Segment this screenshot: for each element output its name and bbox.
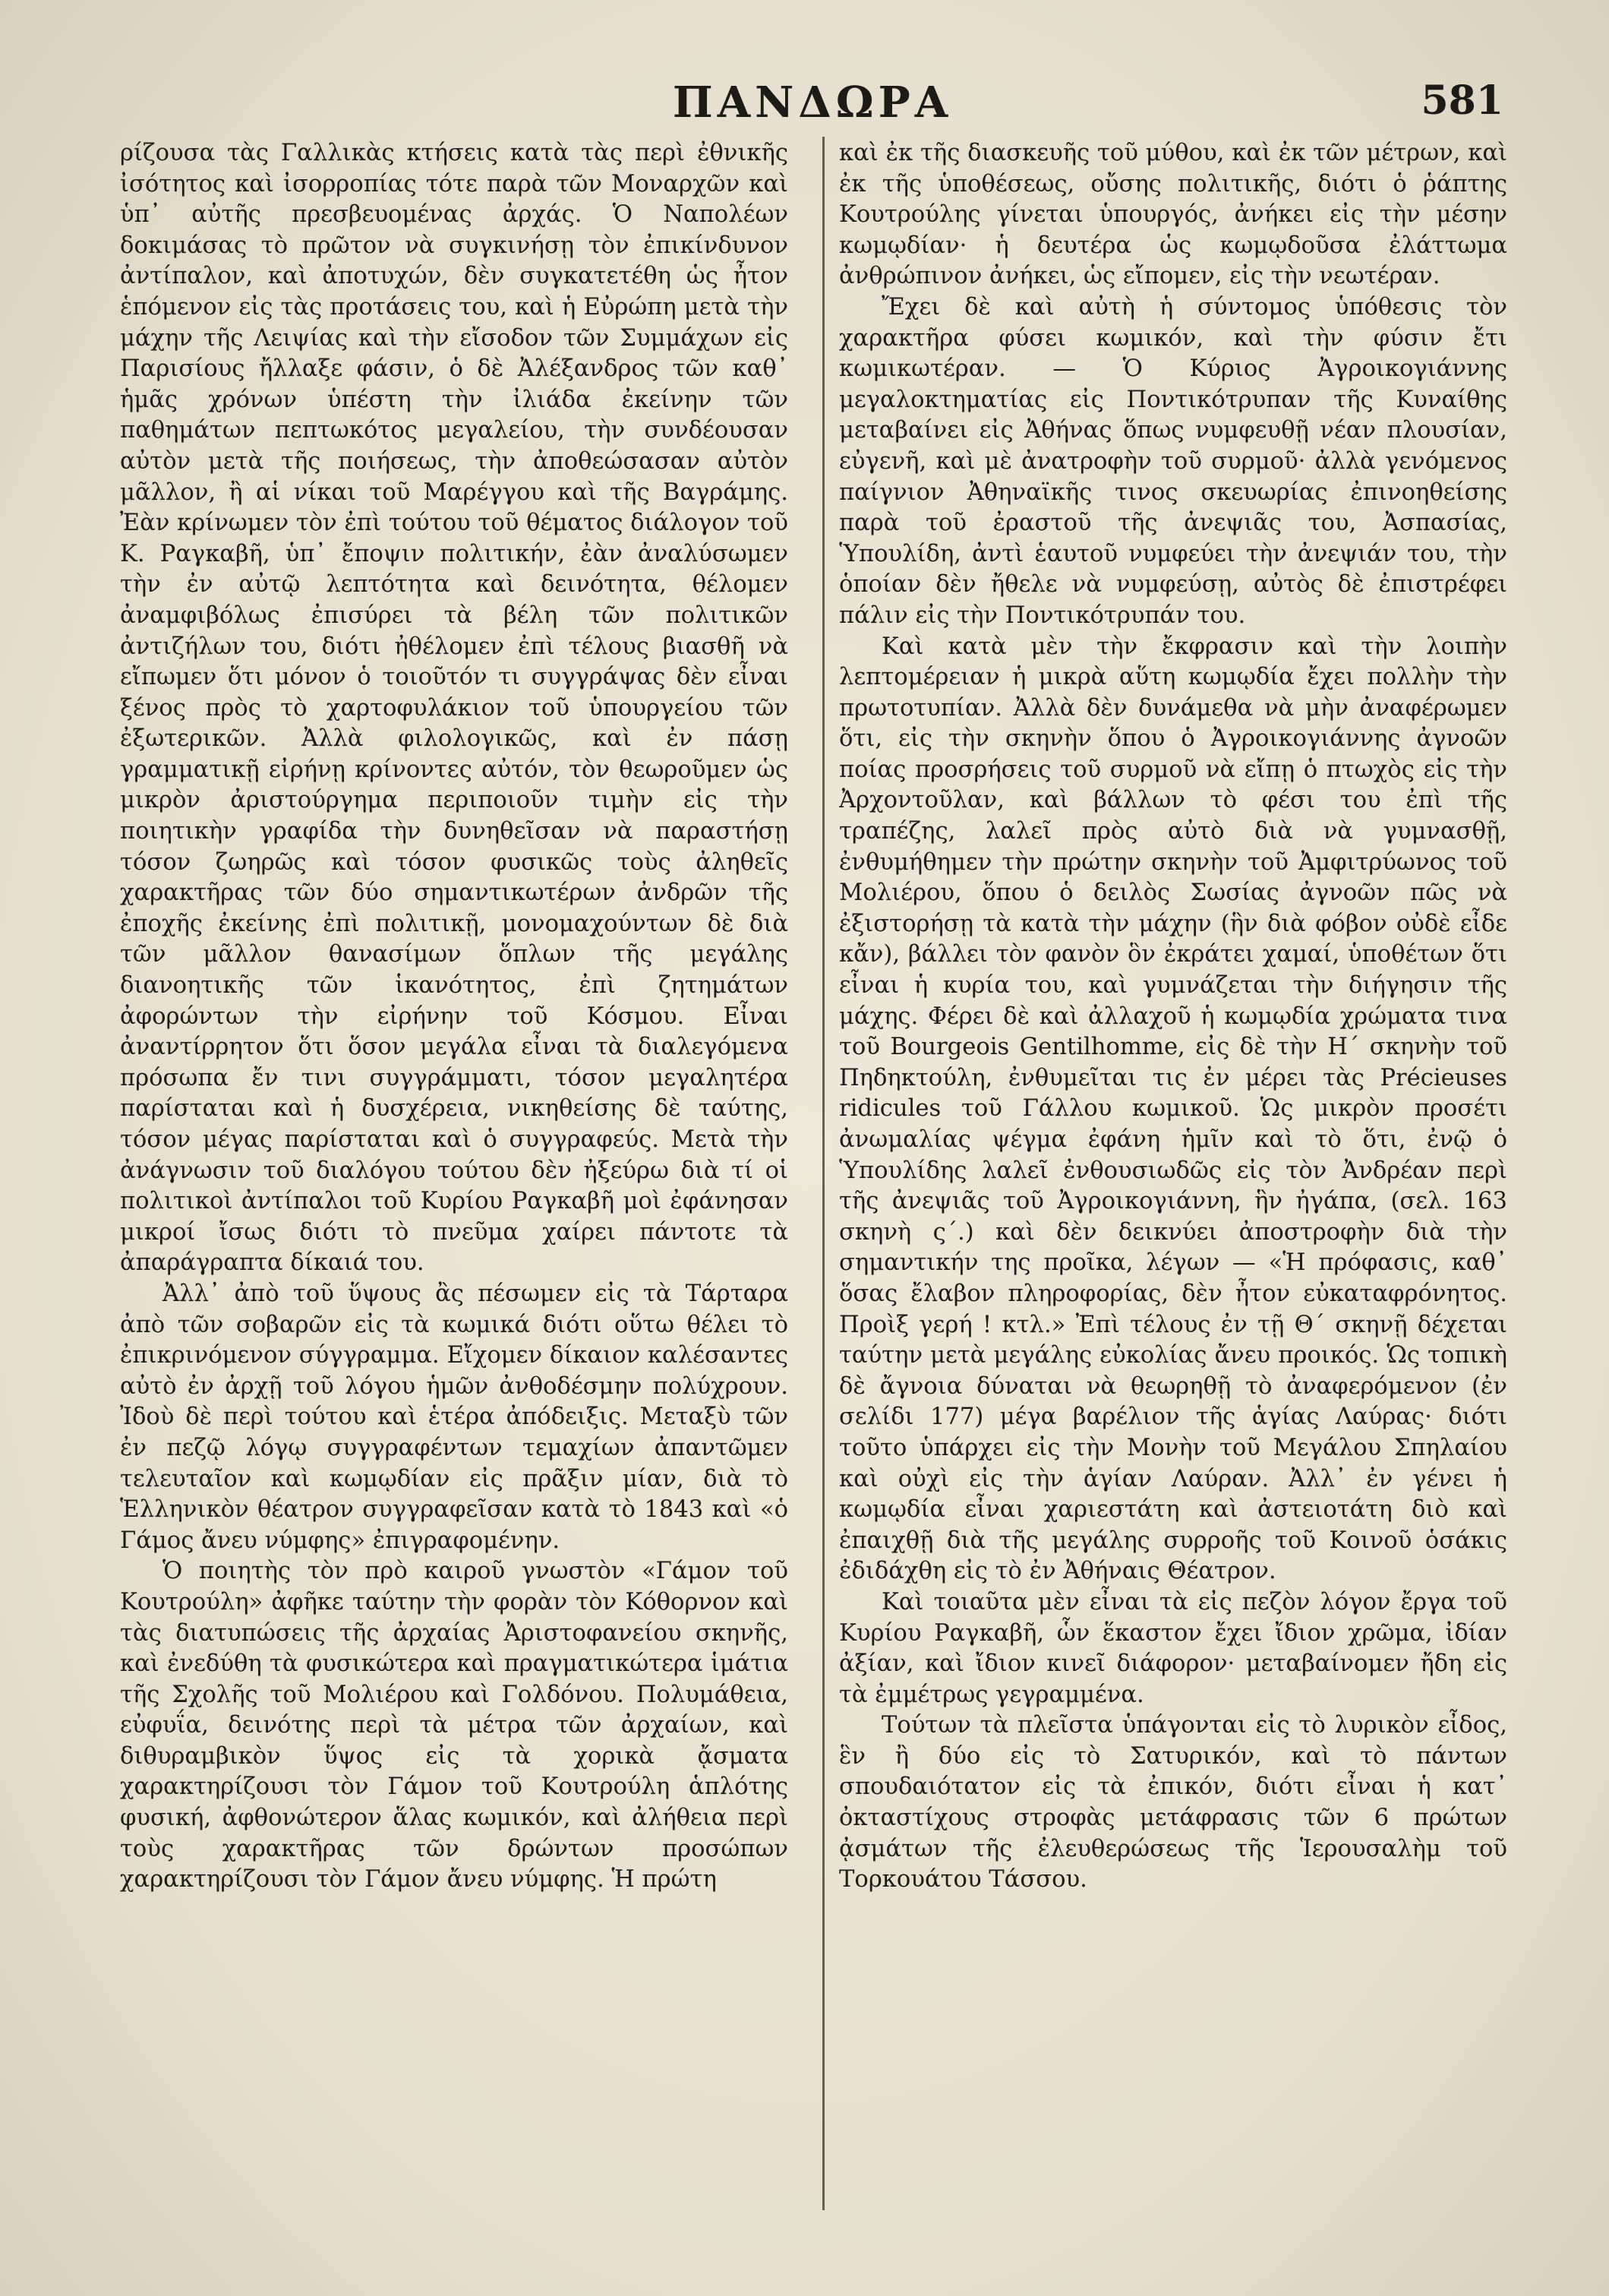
paragraph: Ὁ ποιητὴς τὸν πρὸ καιροῦ γνωστὸν «Γάμον τοῦ Κουτρούλη» ἀφῆκε ταύτην τὴν φορὰν τὸν Κόθορνον καὶ τὰς διατυπώσεις τῆς ἀρχαίας Ἀριστοφανείου σκηνῆς, καὶ ἐνεδύθη τὰ φυσικώτερα καὶ πραγματικώτερα ἱμάτια τῆς Σχολῆς τοῦ Μολιέρου καὶ Γολδόνου. Πολυμάθεια, εὐφυΐα, δεινότης περὶ τὰ μέτρα τῶν ἀρχαίων, καὶ διθυραμβικὸν ὕψος εἰς τὰ χορικὰ ᾄσματα χαρακτηρίζουσι τὸν Γάμον τοῦ Κουτρούλη ἁπλότης φυσική, ἀφθονώτερον ἅλας κωμικόν, καὶ ἀλήθεια περὶ τοὺς χαρακτῆρας τῶν δρώντων προσώπων χαρακτηρίζουσι τὸν Γάμον ἄνευ νύμφης. Ἡ πρώτη xyxy=(120,1558,788,1893)
journal-title: ΠΑΝΔΩΡΑ xyxy=(672,77,953,128)
left-column xyxy=(120,138,788,2219)
paragraph: Καὶ κατὰ μὲν τὴν ἔκφρασιν καὶ τὴν λοιπὴν λεπτομέρειαν ἡ μικρὰ αὕτη κωμῳδία ἔχει πολλὴν τὴν πρωτοτυπίαν. Ἀλλὰ δὲν δυνάμεθα νὰ μὴν ἀναφέρωμεν ὅτι, εἰς τὴν σκηνὴν ὅπου ὁ Ἀγροικογιάννης ἀγνοῶν ποίας προσρήσεις τοῦ συρμοῦ νὰ εἴπῃ ὁ πτωχὸς εἰς τὴν Ἀρχοντοῦλαν, καὶ βάλλων τὸ φέσι του ἐπὶ τῆς τραπέζης, λαλεῖ πρὸς αὐτὸ διὰ νὰ γυμνασθῇ, ἐνθυμήθημεν τὴν πρώτην σκηνὴν τοῦ Ἀμφιτρύωνος τοῦ Μολιέρου, ὅπου ὁ δειλὸς Σωσίας ἀγνοῶν πῶς νὰ ἐξιστορήσῃ τὰ κατὰ τὴν μάχην (ἣν διὰ φόβον οὐδὲ εἶδε κἄν), βάλλει τὸν φανὸν ὃν ἐκράτει χαμαί, ὑποθέτων ὅτι εἶναι ἡ κυρία του, καὶ γυμνάζεται τὴν διήγησιν τῆς μάχης. Φέρει δὲ καὶ ἀλλαχοῦ ἡ κωμῳδία χρώματα τινα τοῦ Bourgeois Gentilhomme, εἰς δὲ τὴν Η´ σκηνὴν τοῦ Πηδηκτούλη, ἐνθυμεῖται τις ἐν μέρει τὰς Précieuses ridicules τοῦ Γάλλου κωμικοῦ. Ὡς μικρὸν προσέτι ἀνωμαλίας ψέγμα ἐφάνη ἡμῖν καὶ τὸ ὅτι, ἐνῷ ὁ Ὑπουλίδης λαλεῖ ἐνθουσιωδῶς εἰς τὸν Ἀνδρέαν περὶ τῆς ἀνεψιᾶς τοῦ Ἀγροικογιάννη, ἣν ἠγάπα, (σελ. 163 σκηνὴ ς´.) καὶ δὲν δεικνύει ἀποστροφὴν διὰ τὴν σημαντικήν της προῖκα, λέγων — «Ἡ πρόφασις, καθ᾽ ὅσας ἔλαβον πληροφορίας, δὲν ἦτον εὐκαταφρόνητος. Προὶξ γερή ! κτλ.» Ἐπὶ τέλους ἐν τῇ Θ´ σκηνῇ δέχεται ταύτην μετὰ μεγάλης εὐκολίας ἄνευ προικός. Ὡς τοπικὴ δὲ ἄγνοια δύναται νὰ θεωρηθῇ τὸ ἀναφερόμενον (ἐν σελίδι 177) μέγα βαρέλιον τῆς ἁγίας Λαύρας· διότι τοῦτο ὑπάρχει εἰς τὴν Μονὴν τοῦ Μεγάλου Σπηλαίου καὶ οὐχὶ εἰς τὴν ἁγίαν Λαύραν. Ἀλλ᾽ ἐν γένει ἡ κωμῳδία εἶναι χαριεστάτη καὶ ἀστειοτάτη διὸ καὶ ἐπαιχθῇ διὰ τῆς μεγάλης συρροῆς τοῦ Κοινοῦ ὁσάκις ἐδιδάχθη εἰς τὸ ἐν Ἀθήναις Θέατρον. xyxy=(839,633,1507,1585)
right-column xyxy=(839,138,1507,2219)
page-header xyxy=(121,70,1503,131)
paragraph: Ἔχει δὲ καὶ αὐτὴ ἡ σύντομος ὑπόθεσις τὸν χαρακτῆρα φύσει κωμικόν, καὶ τὴν φύσιν ἔτι κωμικωτέραν. — Ὁ Κύριος Ἀγροικογιάννης μεγαλοκτηματίας εἰς Ποντικότρυπαν τῆς Κυναίθης μεταβαίνει εἰς Ἀθήνας ὅπως νυμφευθῇ νέαν πλουσίαν, εὐγενῆ, καὶ μὲ ἀνατροφὴν τοῦ συρμοῦ· ἀλλὰ γενόμενος παίγνιον Ἀθηναϊκῆς τινος σκευωρίας ἐπινοηθείσης παρὰ τοῦ ἐραστοῦ τῆς ἀνεψιᾶς του, Ἀσπασίας, Ὑπουλίδη, ἀντὶ ἑαυτοῦ νυμφεύει τὴν ἀνεψιάν του, τὴν ὁποίαν δὲν ἤθελε νὰ νυμφεύσῃ, αὐτὸς δὲ ἐπιστρέφει πάλιν εἰς τὴν Ποντικότρυπάν του. xyxy=(839,293,1507,629)
paragraph: ρίζουσα τὰς Γαλλικὰς κτήσεις κατὰ τὰς περὶ ἐθνικῆς ἰσότητος καὶ ἰσορροπίας τότε παρὰ τῶν Μοναρχῶν καὶ ὑπ᾽ αὐτῆς πρεσβευομένας ἀρχάς. Ὁ Ναπολέων δοκιμάσας τὸ πρῶτον νὰ συγκινήσῃ τὸν ἐπικίνδυνον ἀντίπαλον, καὶ ἀποτυχών, δὲν συγκατετέθη ὡς ἦτον ἑπόμενον εἰς τὰς προτάσεις του, καὶ ἡ Εὐρώπη μετὰ τὴν μάχην τῆς Λειψίας καὶ τὴν εἴσοδον τῶν Συμμάχων εἰς Παρισίους ἤλλαξε φάσιν, ὁ δὲ Ἀλέξανδρος τῶν καθ᾽ ἡμᾶς χρόνων ὑπέστη τὴν ἰλιάδα ἐκείνην τῶν παθημάτων πεπτωκότος μεγαλείου, τὴν συνδέουσαν αὐτὸν μετὰ τῆς ποιήσεως, τὴν ἀποθεώσασαν αὐτὸν μᾶλλον, ἢ αἱ νίκαι τοῦ Μαρέγγου καὶ τῆς Βαγράμης. Ἐὰν κρίνωμεν τὸν ἐπὶ τούτου τοῦ θέματος διάλογον τοῦ Κ. Ραγκαβῆ, ὑπ᾽ ἔποψιν πολιτικήν, ἐὰν ἀναλύσωμεν τὴν ἐν αὐτῷ λεπτότητα καὶ δεινότητα, θέλομεν ἀναμφιβόλως ἐπισύρει τὰ βέλη τῶν πολιτικῶν ἀντιζήλων του, διότι ἠθέλομεν ἐπὶ τέλους βιασθῆ νὰ εἴπωμεν ὅτι μόνον ὁ τοιοῦτόν τι συγγράψας δὲν εἶναι ξένος πρὸς τὸ χαρτοφυλάκιον τοῦ ὑπουργείου τῶν ἐξωτερικῶν. Ἀλλὰ φιλολογικῶς, καὶ ἐν πάσῃ γραμματικῇ εἰρήνῃ κρίνοντες αὐτόν, τὸν θεωροῦμεν ὡς μικρὸν ἀριστούργημα περιποιοῦν τιμὴν εἰς τὴν ποιητικὴν γραφίδα τὴν δυνηθεῖσαν νὰ παραστήσῃ τόσον ζωηρῶς καὶ τόσον φυσικῶς τοὺς ἀληθεῖς χαρακτῆρας τῶν δύο σημαντικωτέρων ἀνδρῶν τῆς ἐποχῆς ἐκείνης ἐπὶ πολιτικῇ, μονομαχούντων δὲ διὰ τῶν μᾶλλον θανασίμων ὅπλων τῆς μεγάλης διανοητικῆς τῶν ἱκανότητος, ἐπὶ ζητημάτων ἀφορώντων τὴν εἰρήνην τοῦ Κόσμου. Εἶναι ἀναντίρρητον ὅτι ὅσον μεγάλα εἶναι τὰ διαλεγόμενα πρόσωπα ἔν τινι συγγράμματι, τόσον μεγαλητέρα παρίσταται καὶ ἡ δυσχέρεια, νικηθείσης δὲ ταύτης, τόσον μέγας παρίσταται καὶ ὁ συγγραφεύς. Μετὰ τὴν ἀνάγνωσιν τοῦ διαλόγου τούτου δὲν ἠξεύρω διὰ τί οἱ πολιτικοὶ ἀντίπαλοι τοῦ Κυρίου Ραγκαβῆ μοὶ ἐφάνησαν μικροί ἴσως διότι τὸ πνεῦμα χαίρει πάντοτε τὰ ἀπαράγραπτα δίκαιά του. xyxy=(120,140,788,1277)
paragraph: Ἀλλ᾽ ἀπὸ τοῦ ὕψους ἂς πέσωμεν εἰς τὰ Τάρταρα ἀπὸ τῶν σοβαρῶν εἰς τὰ κωμικά διότι οὕτω θέλει τὸ ἐπικρινόμενον σύγγραμμα. Εἴχομεν δίκαιον καλέσαντες αὐτὸ ἐν ἀρχῇ τοῦ λόγου ἡμῶν ἀνθοδέσμην πολύχρουν. Ἰδοὺ δὲ περὶ τούτου καὶ ἑτέρα ἀπόδειξις. Μεταξὺ τῶν ἐν πεζῷ λόγῳ συγγραφέντων τεμαχίων ἀπαντῶμεν τελευταῖον καὶ κωμῳδίαν εἰς πρᾶξιν μίαν, διὰ τὸ Ἑλληνικὸν θέατρον συγγραφεῖσαν κατὰ τὸ 1843 καὶ «ὁ Γάμος ἄνευ νύμφης» ἐπιγραφομένην. xyxy=(120,1280,788,1554)
paragraph: Τούτων τὰ πλεῖστα ὑπάγονται εἰς τὸ λυρικὸν εἶδος, ἓν ἢ δύο εἰς τὸ Σατυρικόν, καὶ τὸ πάντων σπουδαιότατον εἰς τὰ ἐπικόν, διότι εἶναι ἡ κατ᾽ ὀκταστίχους στροφὰς μετάφρασις τῶν 6 πρώτων ᾀσμάτων τῆς ἐλευθερώσεως τῆς Ἱερουσαλὴμ τοῦ Τορκουάτου Τάσσου. xyxy=(839,1712,1507,1893)
paragraph: Καὶ τοιαῦτα μὲν εἶναι τὰ εἰς πεζὸν λόγον ἔργα τοῦ Κυρίου Ραγκαβῆ, ὧν ἕκαστον ἔχει ἴδιον χρῶμα, ἰδίαν ἀξίαν, καὶ ἴδιον κινεῖ διάφορον· μεταβαίνομεν ἤδη εἰς τὰ ἐμμέτρως γεγραμμένα. xyxy=(839,1588,1507,1708)
page-number: 581 xyxy=(1421,77,1503,124)
paragraph: καὶ ἐκ τῆς διασκευῆς τοῦ μύθου, καὶ ἐκ τῶν μέτρων, καὶ ἐκ τῆς ὑποθέσεως, οὔσης πολιτικῆς, διότι ὁ ῥάπτης Κουτρούλης γίνεται ὑπουργός, ἀνήκει εἰς τὴν μέσην κωμῳδίαν· ἡ δευτέρα ὡς κωμῳδοῦσα ἐλάττωμα ἀνθρώπινον ἀνήκει, ὡς εἴπομεν, εἰς τὴν νεωτέραν. xyxy=(839,140,1507,290)
column-divider xyxy=(822,137,825,2210)
